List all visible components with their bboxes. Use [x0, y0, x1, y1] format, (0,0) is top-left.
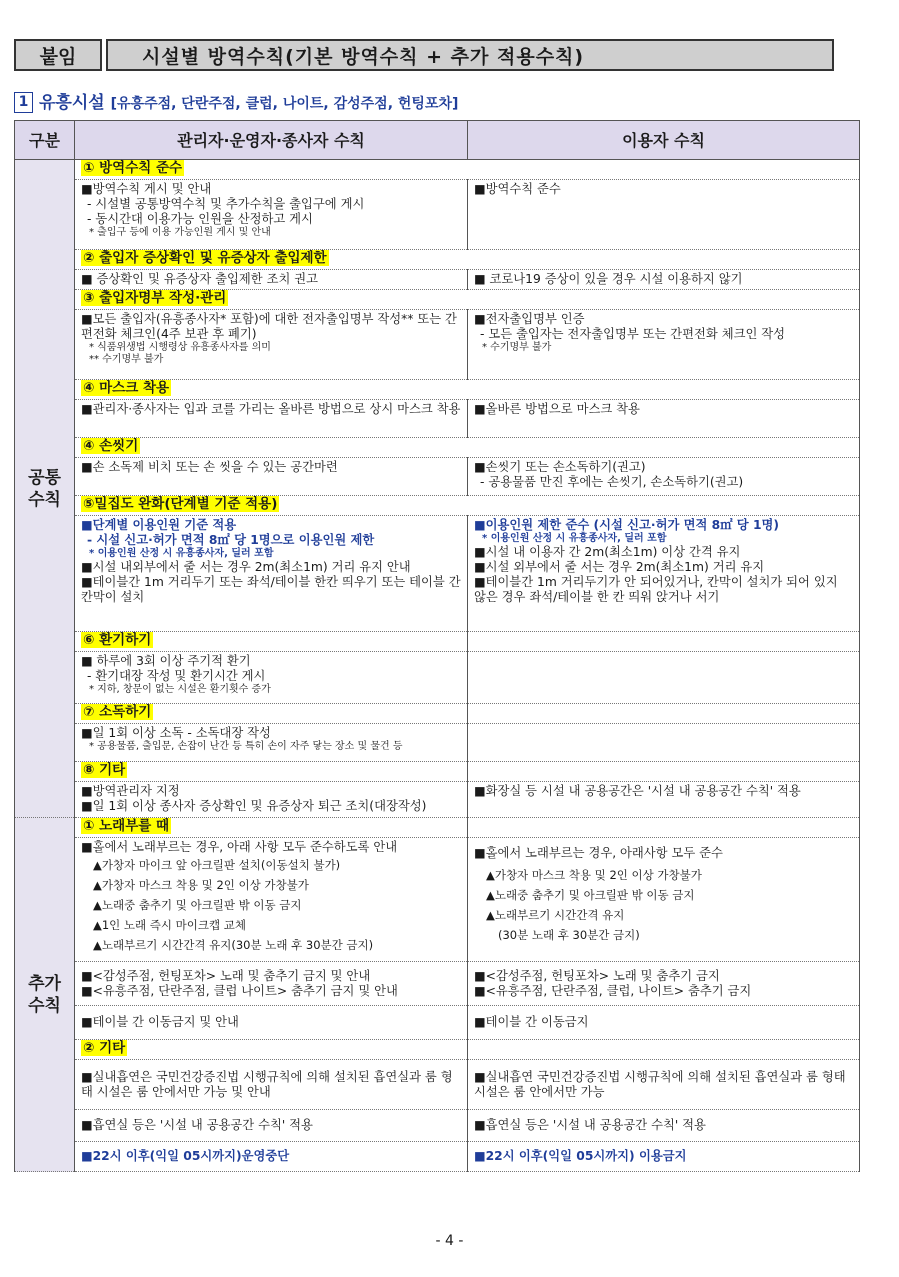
user-cell: [468, 1110, 860, 1142]
bullet: ■실내흡연은 국민건강증진법 시행규칙에 의해 설치된 흡연실과 룸 형태 시설은 룸 안에서만 가능 및 안내: [81, 1069, 453, 1099]
bullet: ■22시 이후(익일 05시까지) 이용금지: [474, 1149, 687, 1163]
note: * 지하, 창문이 없는 시설은 환기횟수 증가: [89, 684, 271, 695]
user-cell: [468, 270, 860, 290]
manager-cell: [75, 400, 468, 438]
empty-cell: [468, 1040, 860, 1060]
bullet: ■모든 출입자(유흥종사자* 포함)에 대한 전자출입명부 작성** 또는 간편전화 체크인(4주 보관 후 폐기): [81, 312, 457, 341]
empty-cell: [468, 704, 860, 724]
bullet: ■<감성주점, 헌팅포차> 노래 및 춤추기 금지: [474, 968, 720, 983]
note: * 식품위생법 시행령상 유흥종사자를 의미: [89, 342, 271, 353]
category-label: ① 노래부를 때: [83, 818, 170, 834]
user-cell: [468, 458, 860, 496]
category-label: ⑥ 환기하기: [83, 632, 152, 648]
triangle-item: (30분 노래 후 30분간 금지): [498, 928, 640, 942]
empty-cell: [468, 632, 860, 652]
bullet: ■흡연실 등은 '시설 내 공용공간 수칙' 적용: [81, 1118, 313, 1132]
bullet: ■일 1회 이상 소독 - 소독대장 작성: [81, 726, 271, 740]
column-header-manager: 관리자·운영자·종사자 수칙: [75, 121, 468, 160]
manager-cell: [75, 652, 468, 704]
rules-table: [14, 120, 860, 1172]
bullet: ■<감성주점, 헌팅포차> 노래 및 춤추기 금지 및 안내: [81, 968, 371, 983]
bullet: ■일 1회 이상 종사자 증상확인 및 유증상자 퇴근 조치(대장작성): [81, 799, 427, 813]
dash-item: - 시설 신고·허가 면적 8㎡ 당 1명으로 이용인원 제한: [87, 533, 375, 547]
bullet: ■흡연실 등은 '시설 내 공용공간 수칙' 적용: [474, 1118, 706, 1132]
table-row: [15, 652, 860, 704]
table-row: [15, 962, 860, 1006]
category-label: ① 방역수칙 준수: [83, 160, 183, 176]
bullet: ■테이블 간 이동금지: [474, 1015, 589, 1029]
bullet: ■ 증상확인 및 유증상자 출입제한 조치 권고: [81, 272, 319, 286]
manager-cell: [75, 962, 468, 1006]
bullet: ■테이블간 1m 거리두기 또는 좌석/테이블 한칸 띄우기 또는 테이블 간 칸막이 설치: [81, 575, 461, 604]
user-cell: [468, 838, 860, 962]
note: * 공용물품, 출입문, 손잡이 난간 등 특히 손이 자주 닿는 장소 및 물건 등: [89, 741, 403, 752]
bullet: ■<유흥주점, 단란주점, 클럽, 나이트> 춤추기 금지: [474, 983, 752, 998]
bullet: ■시설 내 이용자 간 2m(최소1m) 이상 간격 유지: [474, 545, 741, 559]
triangle-item: ▲가창자 마스크 착용 및 2인 이상 가창불가: [93, 878, 309, 892]
bullet: ■화장실 등 시설 내 공용공간은 '시설 내 공용공간 수칙' 적용: [474, 784, 801, 798]
table-row: [15, 1110, 860, 1142]
table-row: [15, 838, 860, 962]
note: ** 수기명부 불가: [89, 354, 164, 365]
category-label: ③ 출입자명부 작성·관리: [83, 290, 227, 306]
table-row: [15, 724, 860, 762]
table-row: [15, 400, 860, 438]
note: * 출입구 등에 이용 가능인원 게시 및 안내: [89, 227, 271, 238]
section-number: 1: [14, 92, 33, 113]
category-label: ② 출입자 증상확인 및 유증상자 출입제한: [83, 250, 327, 266]
bullet: ■손씻기 또는 손소독하기(권고): [474, 460, 646, 474]
bullet: ■시설 내외부에서 줄 서는 경우 2m(최소1m) 거리 유지 안내: [81, 560, 411, 574]
column-header-group: 구분: [15, 121, 75, 160]
bullet: ■실내흡연 국민건강증진법 시행규칙에 의해 설치된 흡연실과 룸 형태 시설은 룸 안에서만 가능: [474, 1069, 846, 1099]
bullet: ■테이블 간 이동금지 및 안내: [81, 1015, 239, 1029]
manager-cell: [75, 458, 468, 496]
category-title: [75, 1040, 468, 1060]
note: * 이용인원 산정 시 유흥종사자, 딜러 포함: [482, 533, 667, 544]
category-title: [75, 380, 860, 400]
triangle-item: ▲노래부르기 시간간격 유지: [486, 908, 625, 922]
section-heading: [14, 88, 458, 113]
dash-item: - 동시간대 이용가능 인원을 산정하고 게시: [87, 212, 313, 226]
triangle-item: ▲노래중 춤추기 및 아크릴판 밖 이동 금지: [486, 888, 695, 902]
user-cell: [468, 180, 860, 250]
manager-cell: [75, 1006, 468, 1040]
category-title: [75, 704, 468, 724]
user-cell: [468, 1060, 860, 1110]
table-row: [15, 310, 860, 380]
manager-cell: [75, 782, 468, 818]
table-row: [15, 1060, 860, 1110]
manager-cell: [75, 310, 468, 380]
table-row: [15, 270, 860, 290]
user-cell: [468, 1142, 860, 1172]
triangle-item: ▲1인 노래 즉시 마이크캡 교체: [93, 918, 246, 932]
manager-cell: [75, 1060, 468, 1110]
bullet: ■홀에서 노래부르는 경우, 아래사항 모두 준수: [474, 846, 723, 860]
category-title: [75, 818, 468, 838]
triangle-item: ▲가창자 마스크 착용 및 2인 이상 가창불가: [486, 868, 702, 882]
bullet: ■단계별 이용인원 기준 적용: [81, 518, 237, 532]
category-title: [75, 632, 468, 652]
group-additional: [15, 818, 75, 1172]
category-title: [75, 290, 860, 310]
category-label: ② 기타: [83, 1040, 126, 1056]
page-number: - 4 -: [435, 1233, 464, 1249]
user-cell: [468, 724, 860, 762]
user-cell: [468, 310, 860, 380]
table-row: [15, 782, 860, 818]
dash-item: - 시설별 공통방역수칙 및 추가수칙을 출입구에 게시: [87, 197, 365, 211]
category-label: ⑤밀집도 완화(단계별 기준 적용): [83, 496, 278, 512]
page-title: [106, 39, 834, 71]
bullet: ■시설 외부에서 줄 서는 경우 2m(최소1m) 거리 유지: [474, 560, 765, 574]
category-title: [75, 496, 860, 516]
table-header-row: [15, 121, 860, 160]
empty-cell: [468, 818, 860, 838]
bullet: ■<유흥주점, 단란주점, 클럽 나이트> 춤추기 금지 및 안내: [81, 983, 398, 998]
manager-cell: [75, 180, 468, 250]
category-label: ④ 손씻기: [83, 438, 139, 454]
note: * 이용인원 산정 시 유흥종사자, 딜러 포함: [89, 548, 274, 559]
manager-cell: [75, 724, 468, 762]
table-row: [15, 516, 860, 632]
category-label: ⑦ 소독하기: [83, 704, 152, 720]
appendix-text: 붙임: [39, 45, 77, 68]
category-title: [75, 250, 860, 270]
note: * 수기명부 불가: [482, 342, 552, 353]
category-title: [75, 762, 468, 782]
section-subtitle: [유흥주점, 단란주점, 클럽, 나이트, 감성주점, 헌팅포차]: [110, 96, 459, 112]
table-row: [15, 1142, 860, 1172]
bullet: ■손 소독제 비치 또는 손 씻을 수 있는 공간마련: [81, 460, 338, 474]
column-header-user: 이용자 수칙: [468, 121, 860, 160]
dash-item: - 환기대장 작성 및 환기시간 게시: [87, 669, 266, 683]
triangle-item: ▲노래중 춤추기 및 아크릴판 밖 이동 금지: [93, 898, 302, 912]
table-row: [15, 1006, 860, 1040]
dash-item: - 모든 출입자는 전자출입명부 또는 간편전화 체크인 작성: [480, 327, 786, 341]
bullet: ■홀에서 노래부르는 경우, 아래 사항 모두 준수하도록 안내: [81, 840, 398, 854]
triangle-item: ▲노래부르기 시간간격 유지(30분 노래 후 30분간 금지): [93, 938, 374, 952]
group-common: [15, 160, 75, 818]
triangle-item: ▲가창자 마이크 앞 아크릴판 설치(이동설치 불가): [93, 858, 341, 872]
user-cell: [468, 782, 860, 818]
manager-cell: [75, 1110, 468, 1142]
table-row: [15, 458, 860, 496]
category-title: [75, 160, 860, 180]
table-row: [15, 180, 860, 250]
appendix-label: [14, 39, 102, 71]
user-cell: [468, 400, 860, 438]
bullet: ■관리자·종사자는 입과 코를 가리는 올바른 방법으로 상시 마스크 착용: [81, 402, 461, 416]
bullet: ■방역수칙 준수: [474, 182, 561, 196]
bullet: ■ 코로나19 증상이 있을 경우 시설 이용하지 않기: [474, 272, 743, 286]
category-label: ④ 마스크 착용: [83, 380, 170, 396]
bullet: ■방역수칙 게시 및 안내: [81, 182, 212, 196]
manager-cell: [75, 270, 468, 290]
manager-cell: [75, 516, 468, 632]
user-cell: [468, 962, 860, 1006]
group-additional-label: 추가 수칙: [28, 973, 61, 1016]
manager-cell: [75, 838, 468, 962]
section-title: 유흥시설: [39, 93, 105, 113]
bullet: ■ 하루에 3회 이상 주기적 환기: [81, 654, 251, 668]
user-cell: [468, 1006, 860, 1040]
bullet: ■전자출입명부 인증: [474, 312, 585, 326]
dash-item: - 공용물품 만진 후에는 손씻기, 손소독하기(권고): [480, 475, 744, 489]
page-title-text: 시설별 방역수칙(기본 방역수칙 + 추가 적용수칙): [142, 45, 585, 68]
bullet: ■22시 이후(익일 05시까지)운영중단: [81, 1149, 290, 1163]
user-cell: [468, 516, 860, 632]
bullet: ■올바른 방법으로 마스크 착용: [474, 402, 640, 416]
category-title: [75, 438, 860, 458]
bullet: ■테이블간 1m 거리두기가 안 되어있거나, 칸막이 설치가 되어 있지 않은 경우 좌석/테이블 한 칸 띄워 앉거나 서기: [474, 575, 838, 604]
bullet: ■이용인원 제한 준수 (시설 신고·허가 면적 8㎡ 당 1명): [474, 518, 780, 532]
category-label: ⑧ 기타: [83, 762, 126, 778]
group-common-label: 공통 수칙: [28, 467, 61, 510]
manager-cell: [75, 1142, 468, 1172]
user-cell: [468, 652, 860, 704]
bullet: ■방역관리자 지정: [81, 784, 180, 798]
empty-cell: [468, 762, 860, 782]
